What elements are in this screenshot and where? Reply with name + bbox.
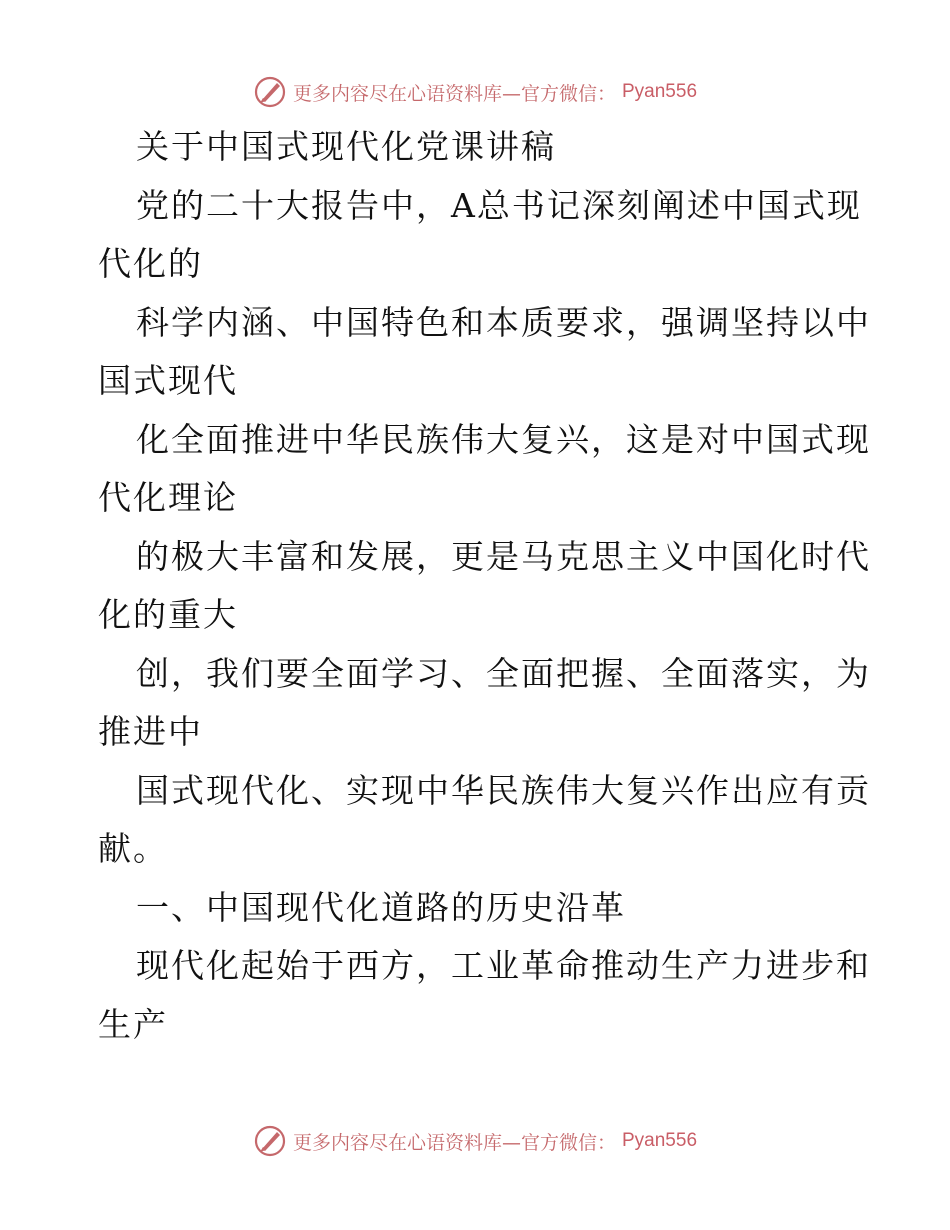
footer-banner (0, 1121, 950, 1161)
paragraph-line: 现代化起始于西方，工业革命推动生产力进步和 (136, 946, 871, 985)
header-banner-text: 更多内容尽在心语资料库—官方微信： (292, 82, 616, 105)
quill-pen-seal-icon (253, 1124, 287, 1158)
paragraph-line: 代化理论 (98, 478, 238, 517)
paragraph-line: 化的重大 (98, 595, 238, 634)
paragraph-line: 推进中 (98, 712, 203, 751)
paragraph-line: 国式现代 (98, 361, 238, 400)
paragraph-line: 创，我们要全面学习、全面把握、全面落实，为 (136, 653, 871, 693)
footer-banner-text: 更多内容尽在心语资料库—官方微信： (292, 1131, 616, 1154)
document-body (98, 118, 871, 1054)
header-banner-account: Pyan556 (622, 81, 698, 102)
paragraph-line: 代化的 (98, 244, 203, 283)
paragraph-line: 生产 (98, 1004, 168, 1044)
paragraph-line: 党的二十大报告中，A总书记深刻阐述中国式现 (136, 185, 862, 225)
paragraph-line: 国式现代化、实现中华民族伟大复兴作出应有贡 (136, 770, 871, 810)
footer-banner-account: Pyan556 (622, 1130, 698, 1151)
paragraph-line: 科学内涵、中国特色和本质要求，强调坚持以中 (136, 302, 871, 342)
quill-pen-seal-icon (253, 75, 287, 109)
header-banner (0, 72, 950, 112)
paragraph-line: 献。 (98, 829, 168, 868)
paragraph-line: 化全面推进中华民族伟大复兴，这是对中国式现 (136, 419, 871, 459)
document-title: 关于中国式现代化党课讲稿 (136, 127, 556, 166)
section-heading: 一、中国现代化道路的历史沿革 (136, 887, 626, 927)
paragraph-line: 的极大丰富和发展，更是马克思主义中国化时代 (136, 536, 871, 576)
